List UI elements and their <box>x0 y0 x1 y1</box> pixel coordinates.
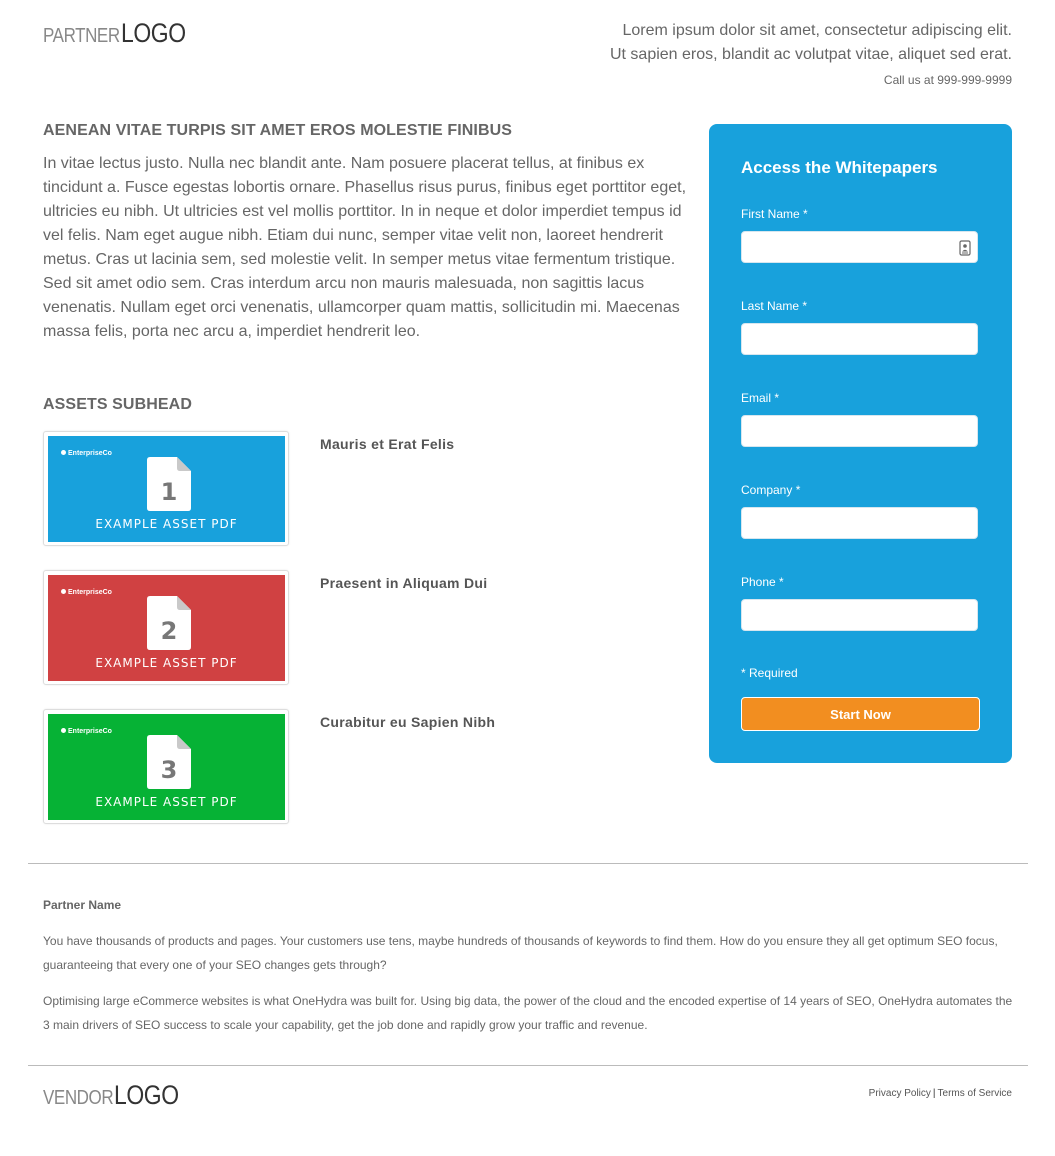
contact-card-icon[interactable] <box>959 240 971 256</box>
asset-thumbnail-2[interactable] <box>43 570 289 685</box>
asset-title-2[interactable]: Praesent in Aliquam Dui <box>320 575 488 591</box>
asset-label: EXAMPLE ASSET PDF <box>95 656 238 670</box>
document-icon <box>147 735 191 789</box>
assets-subhead: ASSETS SUBHEAD <box>43 396 192 413</box>
brand-logo-icon <box>61 450 66 455</box>
phone-label: Phone * <box>741 575 784 589</box>
company-input[interactable] <box>741 507 978 539</box>
form-title: Access the Whitepapers <box>741 158 938 177</box>
asset-label: EXAMPLE ASSET PDF <box>95 517 238 531</box>
asset-thumbnail-bg <box>48 714 285 820</box>
partner-name: Partner Name <box>43 898 122 912</box>
asset-number: 3 <box>160 756 178 784</box>
footer-links <box>869 1088 1012 1099</box>
footer-paragraph-2: Optimising large eCommerce websites is what OneHydra was built for. Using big data, the power of the cloud and the encoded expertise of 14 years of SEO, OneHydra automates the 3 main drivers of SEO success to scale your capability, get the job done and rapidly grow your traffic and revenue. <box>43 994 1013 1032</box>
header-tagline <box>610 19 1012 67</box>
brand-logo-icon <box>61 589 66 594</box>
asset-title-1[interactable]: Mauris et Erat Felis <box>320 436 455 452</box>
main-body-text: In vitae lectus justo. Nulla nec blandit ante. Nam posuere placerat tellus, at finibus ex tincidunt a. Fusce egestas lobortis ornare. Phasellus risus purus, finibus eget porttitor eget, ultricies eu nibh. Ut ultricies est vel mollis porttitor. In in neque et dolor imperdiet tempus id vel felis. Nam eget augue nibh. Etiam dui nunc, semper vitae velit non, laoreet hendrerit metus. Cras ut lacinia sem, sed molestie velit. In semper metus vitae fermentum tristique. Sed sit amet odio sem. Cras interdum arcu non mauris malesuada, non sagittis lacus venenatis. Nullam eget orci venenatis, ullamcorper quam mattis, sollicitudin mi. Maecenas massa felis, porta nec arcu a, imperdiet hendrerit leo. <box>43 155 687 340</box>
brand-logo-icon <box>61 728 66 733</box>
asset-brand: EnterpriseCo <box>61 728 112 735</box>
last-name-label: Last Name * <box>741 299 808 313</box>
privacy-policy-link[interactable]: Privacy Policy <box>868 1088 931 1099</box>
last-name-input[interactable] <box>741 323 978 355</box>
asset-title-3[interactable]: Curabitur eu Sapien Nibh <box>320 714 496 730</box>
first-name-label: First Name * <box>741 207 808 221</box>
email-label: Email * <box>741 391 780 405</box>
required-note: * Required <box>741 666 798 680</box>
footer-paragraph-1: You have thousands of products and pages. Your customers use tens, maybe hundreds of thousands of keywords to find them. How do you ensure they all get optimum SEO focus, guaranteeing that every one of your SEO changes gets through? <box>43 934 998 972</box>
partner-logo: PARTNERLOGO <box>43 18 186 48</box>
document-icon <box>147 596 191 650</box>
asset-label: EXAMPLE ASSET PDF <box>95 795 238 809</box>
company-label: Company * <box>741 483 801 497</box>
asset-thumbnail-bg <box>48 436 285 542</box>
footer-divider-top <box>28 863 1028 864</box>
asset-thumbnail-bg <box>48 575 285 681</box>
tagline-line-1: Lorem ipsum dolor sit amet, consectetur adipiscing elit. <box>622 22 1012 39</box>
tagline-line-2: Ut sapien eros, blandit ac volutpat vitae, aliquet sed erat. <box>609 46 1012 63</box>
vendor-logo: VENDORLOGO <box>43 1080 179 1110</box>
start-now-button[interactable]: Start Now <box>741 697 980 731</box>
call-us-phone: Call us at 999-999-9999 <box>883 73 1012 87</box>
phone-input[interactable] <box>741 599 978 631</box>
email-input[interactable] <box>741 415 978 447</box>
link-separator: | <box>932 1088 936 1099</box>
asset-thumbnail-1[interactable] <box>43 431 289 546</box>
document-icon <box>147 457 191 511</box>
first-name-input[interactable] <box>741 231 978 263</box>
asset-brand: EnterpriseCo <box>61 450 112 457</box>
asset-number: 2 <box>160 617 178 645</box>
asset-number: 1 <box>160 478 178 506</box>
asset-thumbnail-3[interactable] <box>43 709 289 824</box>
main-heading: AENEAN VITAE TURPIS SIT AMET EROS MOLESTIE FINIBUS <box>43 122 513 139</box>
asset-brand: EnterpriseCo <box>61 589 112 596</box>
whitepaper-form-panel <box>709 124 1012 763</box>
terms-of-service-link[interactable]: Terms of Service <box>937 1088 1012 1099</box>
footer-divider-bottom <box>28 1065 1028 1066</box>
